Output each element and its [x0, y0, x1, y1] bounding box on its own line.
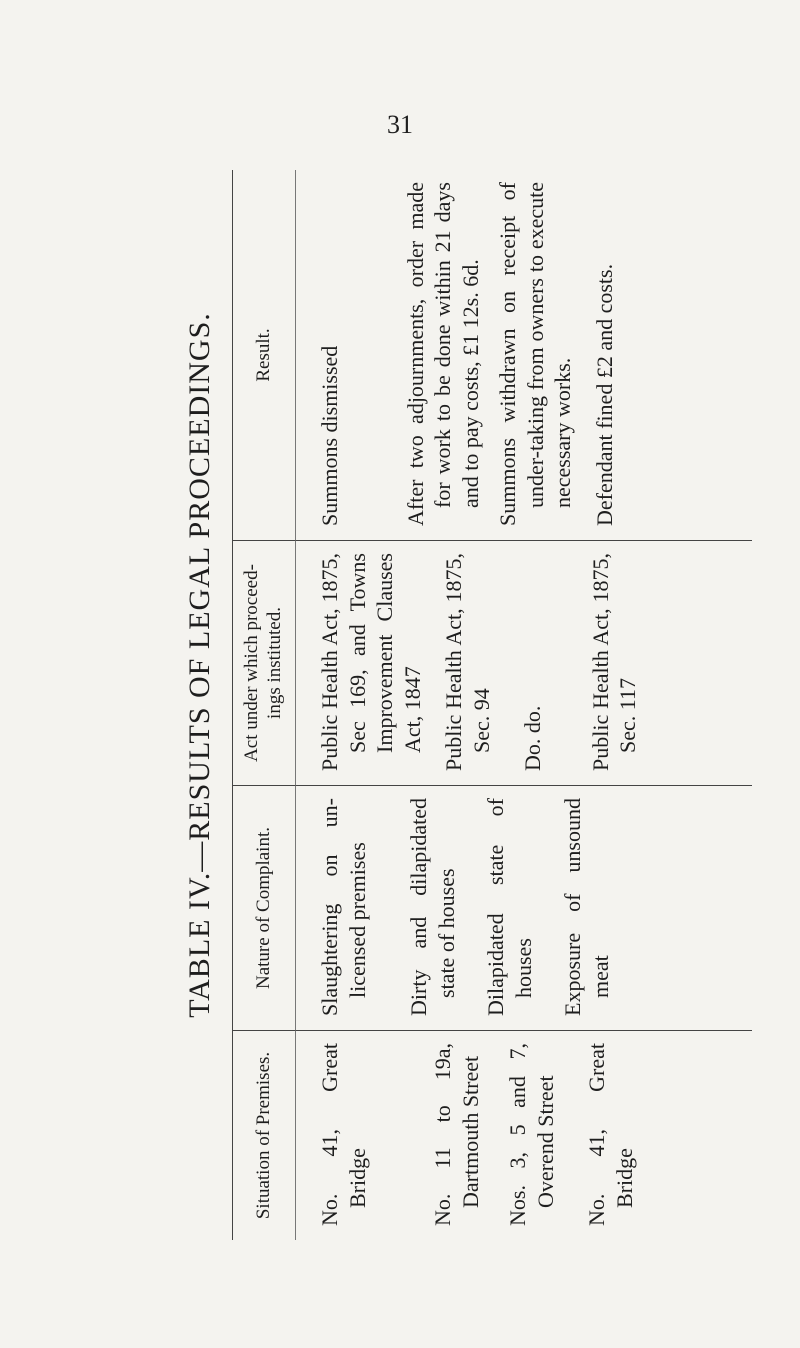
situation-cell: No. 41, Great Bridge	[317, 1043, 370, 1226]
result-cell: After two adjournments, order made for work to be done within 21 days and to pay costs, £1 12s. 6d.	[402, 182, 483, 526]
act-cell: Do. do.	[520, 705, 545, 771]
nature-cell: Dilapidated state of houses	[483, 798, 536, 1016]
header-result: Result.	[232, 170, 296, 540]
header-nature: Nature of Complaint.	[232, 785, 296, 1030]
result-cell: Defendant fined £2 and costs.	[591, 263, 617, 526]
legal-proceedings-table	[232, 170, 752, 1240]
nature-cell: Dirty and dilapidated state of houses	[406, 798, 459, 1016]
nature-cell: Exposure of unsound meat	[560, 798, 613, 1016]
act-cell: Public Health Act, 1875, Sec. 117	[587, 553, 640, 771]
rotated-table-area	[170, 90, 800, 1240]
column-nature	[296, 785, 752, 1030]
act-cell: Public Health Act, 1875, Sec. 94	[441, 553, 494, 771]
page-number: 31	[387, 110, 413, 139]
situation-cell: No. 11 to 19a, Dartmouth Street	[430, 1043, 483, 1226]
situation-cell: Nos. 3, 5 and 7, Overend Street	[505, 1043, 558, 1226]
nature-cell: Slaughtering on un-licensed premises	[317, 798, 370, 1016]
act-cell: Public Health Act, 1875, Sec 169, and Towns Improvement Clauses Act, 1847	[317, 553, 425, 771]
situation-cell: No. 41, Great Bridge	[584, 1043, 637, 1226]
column-result	[296, 170, 752, 540]
result-cell: Summons withdrawn on receipt of under-taking from owners to execute necessary works.	[495, 182, 575, 526]
table-title: TABLE IV.—RESULTS OF LEGAL PROCEEDINGS.	[183, 312, 216, 1018]
header-situation: Situation of Premises.	[232, 1030, 296, 1240]
result-cell: Summons dismissed	[317, 345, 342, 526]
column-situation	[296, 1030, 752, 1240]
header-act: Act under which proceed-ings instituted.	[232, 540, 296, 785]
column-act	[296, 540, 752, 785]
